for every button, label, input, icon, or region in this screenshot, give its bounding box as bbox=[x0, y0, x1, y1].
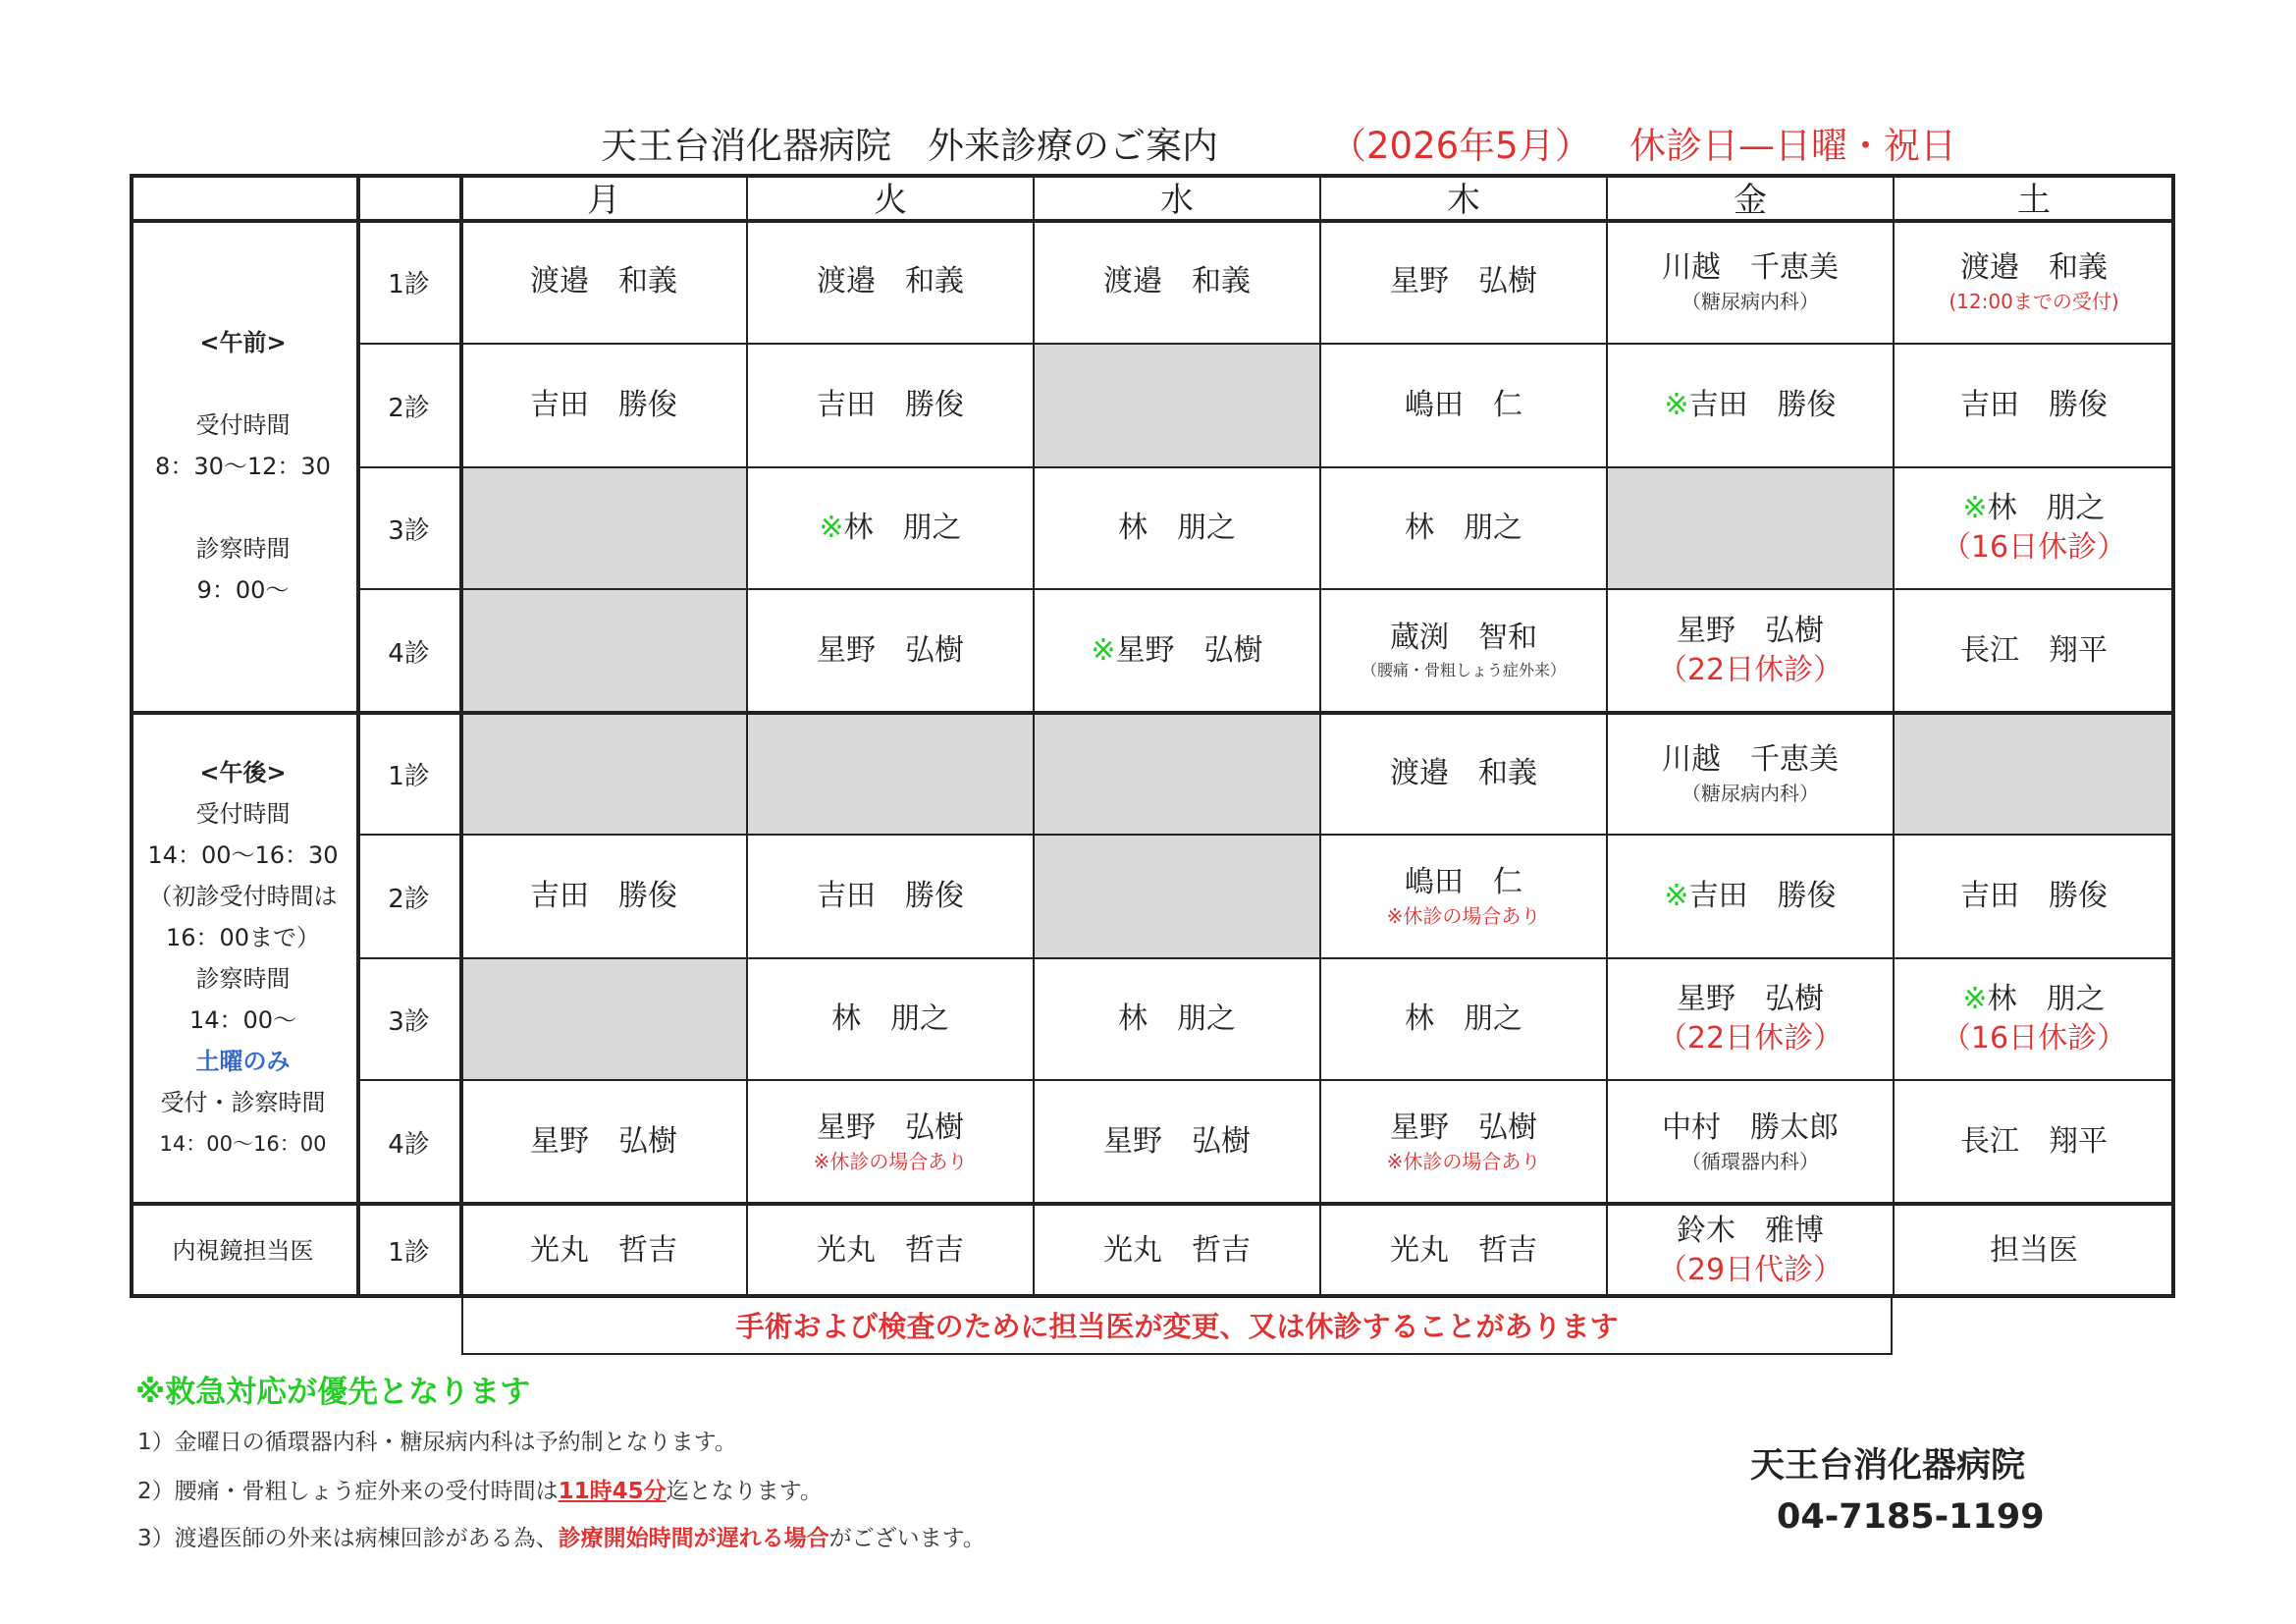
doctor-name-line bbox=[1390, 754, 1537, 793]
pm-schedule-cell bbox=[1035, 1081, 1321, 1205]
closed-slot bbox=[1608, 468, 1895, 590]
doctor-note: ※休診の場合あり bbox=[1386, 1150, 1541, 1173]
pm-schedule-cell bbox=[1321, 959, 1608, 1081]
doctor-name: 林 朋之 bbox=[1118, 1001, 1236, 1036]
am-schedule-cell bbox=[748, 468, 1035, 590]
note-3-highlight: 診療開始時間が遅れる場合 bbox=[558, 1526, 829, 1551]
doctor-name-line bbox=[1960, 1122, 2108, 1162]
doctor-name: 林 朋之 bbox=[1405, 511, 1522, 545]
doctor-name-line bbox=[1390, 1109, 1537, 1148]
doctor-name-line bbox=[1405, 509, 1522, 548]
am-reception-label: 受付時間 bbox=[195, 411, 291, 439]
doctor-name: 光丸 哲吉 bbox=[817, 1232, 964, 1268]
am-schedule-cell bbox=[1608, 590, 1895, 714]
slot-label: 1診 bbox=[388, 761, 430, 791]
doctor-name-line bbox=[1390, 619, 1537, 658]
doctor-name-line bbox=[1405, 1000, 1522, 1039]
spacer bbox=[240, 487, 247, 528]
doctor-name: 吉田 勝俊 bbox=[817, 879, 964, 913]
pm-slot-label bbox=[358, 959, 461, 1081]
doctor-name: 光丸 哲吉 bbox=[1390, 1232, 1537, 1268]
endoscopy-cell bbox=[748, 1205, 1035, 1298]
doctor-name-line bbox=[1405, 386, 1522, 425]
doctor-name-line bbox=[1677, 612, 1824, 651]
closed-slot bbox=[748, 714, 1035, 836]
doctor-name: 渡邉 和義 bbox=[817, 264, 964, 298]
doctor-name-line bbox=[1960, 248, 2108, 288]
slot-label: 4診 bbox=[388, 1129, 430, 1160]
doctor-note: ※休診の場合あり bbox=[813, 1150, 968, 1173]
doctor-name-line bbox=[1405, 863, 1522, 902]
mark-symbol: ※ bbox=[819, 511, 844, 545]
doctor-department: （腰痛・骨粗しょう症外来） bbox=[1361, 661, 1566, 679]
doctor-name-line bbox=[1103, 262, 1251, 301]
pm-schedule-cell bbox=[748, 836, 1035, 959]
thick-divider bbox=[130, 1202, 2175, 1206]
note-3-text-end: がございます。 bbox=[828, 1526, 986, 1551]
doctor-name-line bbox=[1677, 1212, 1824, 1251]
slot-label: 3診 bbox=[388, 1006, 430, 1037]
day-header-5 bbox=[1895, 174, 2175, 221]
closed-day-note: （22日休診） bbox=[1657, 1021, 1843, 1056]
am-schedule-cell bbox=[1895, 221, 2175, 345]
doctor-name: 嶋田 仁 bbox=[1405, 388, 1522, 422]
am-schedule-cell bbox=[1321, 468, 1608, 590]
am-schedule-cell bbox=[1321, 590, 1608, 714]
doctor-name: 渡邉 和義 bbox=[1390, 756, 1537, 790]
closed-slot bbox=[461, 468, 748, 590]
doctor-name-line bbox=[1677, 980, 1824, 1019]
pm-schedule-cell bbox=[1895, 959, 2175, 1081]
doctor-department: （糖尿病内科） bbox=[1682, 290, 1819, 313]
doctor-name: 星野 弘樹 bbox=[1103, 1124, 1251, 1159]
pm-schedule-cell bbox=[1035, 959, 1321, 1081]
pm-schedule-cell bbox=[1321, 1081, 1608, 1205]
doctor-name-line bbox=[1103, 1231, 1251, 1271]
doctor-name-line bbox=[1962, 489, 2105, 528]
pm-schedule-cell bbox=[1895, 1081, 2175, 1205]
doctor-name-line bbox=[819, 509, 961, 548]
am-schedule-cell bbox=[461, 221, 748, 345]
pm-schedule-cell bbox=[1608, 959, 1895, 1081]
am-schedule-cell bbox=[1608, 221, 1895, 345]
doctor-name: 川越 千恵美 bbox=[1662, 742, 1839, 777]
pm-schedule-cell bbox=[1895, 836, 2175, 959]
pm-first-visit-2: 16：00まで） bbox=[165, 924, 321, 951]
pm-saturday-label: 受付・診察時間 bbox=[160, 1089, 326, 1116]
doctor-name: 吉田 勝俊 bbox=[1688, 879, 1837, 913]
doctor-name: 星野 弘樹 bbox=[1390, 264, 1537, 298]
doctor-name: 星野 弘樹 bbox=[1390, 1110, 1537, 1145]
pm-saturday-only: 土曜のみ bbox=[195, 1048, 291, 1075]
doctor-name: 林 朋之 bbox=[831, 1001, 949, 1036]
closed-day-note: （29日代診） bbox=[1657, 1252, 1843, 1287]
day-header-0 bbox=[461, 174, 748, 221]
doctor-name-line bbox=[1390, 262, 1537, 301]
am-schedule-cell bbox=[1321, 345, 1608, 468]
pm-schedule-cell bbox=[748, 959, 1035, 1081]
endoscopy-cell bbox=[1608, 1205, 1895, 1298]
doctor-name: 吉田 勝俊 bbox=[1688, 388, 1837, 422]
closed-slot bbox=[1035, 836, 1321, 959]
note-2-text-end: 迄となります。 bbox=[666, 1479, 823, 1504]
closed-day-note: （16日休診） bbox=[1941, 1021, 2127, 1056]
pm-reception-label: 受付時間 bbox=[195, 800, 291, 828]
am-schedule-cell bbox=[748, 590, 1035, 714]
doctor-name-line bbox=[1103, 1122, 1251, 1162]
closed-slot bbox=[461, 714, 748, 836]
doctor-name-line bbox=[1960, 877, 2108, 916]
pm-slot-label bbox=[358, 714, 461, 836]
doctor-name-line bbox=[1662, 1109, 1839, 1148]
mark-symbol: ※ bbox=[1664, 879, 1689, 913]
slot-label: 1診 bbox=[388, 1238, 430, 1268]
am-schedule-cell bbox=[1608, 345, 1895, 468]
day-header-2 bbox=[1035, 174, 1321, 221]
pm-slot-label bbox=[358, 1081, 461, 1205]
day-header-label: 火 bbox=[874, 180, 907, 220]
am-schedule-cell bbox=[748, 345, 1035, 468]
doctor-name-line bbox=[1390, 1231, 1537, 1271]
pm-schedule-cell bbox=[461, 836, 748, 959]
doctor-name-line bbox=[530, 877, 677, 916]
endoscopy-slot-cell bbox=[358, 1205, 461, 1298]
doctor-department: （循環器内科） bbox=[1682, 1150, 1819, 1173]
slot-label: 2診 bbox=[388, 393, 430, 423]
pm-schedule-cell bbox=[1608, 836, 1895, 959]
thick-divider bbox=[130, 711, 2175, 715]
note-2-text: 2）腰痛・骨粗しょう症外来の受付時間は bbox=[137, 1479, 559, 1504]
pm-schedule-cell bbox=[748, 1081, 1035, 1205]
doctor-name-line bbox=[817, 1109, 964, 1148]
endoscopy-label: 内視鏡担当医 bbox=[172, 1236, 314, 1265]
doctor-name: 担当医 bbox=[1990, 1232, 2078, 1268]
am-schedule-cell bbox=[1035, 590, 1321, 714]
closed-slot bbox=[1035, 345, 1321, 468]
doctor-name: 林 朋之 bbox=[843, 511, 962, 545]
am-exam-time: 9：00～ bbox=[196, 576, 290, 604]
doctor-name: 林 朋之 bbox=[1987, 982, 2106, 1016]
doctor-name-line bbox=[530, 386, 677, 425]
day-header-label: 水 bbox=[1160, 180, 1194, 220]
note-3-text: 3）渡邉医師の外来は病棟回診がある為、 bbox=[137, 1526, 559, 1551]
am-reception-time: 8：30～12：30 bbox=[155, 453, 331, 480]
doctor-name: 吉田 勝俊 bbox=[817, 388, 964, 422]
pm-label: <午後> bbox=[199, 759, 287, 786]
am-slot-label bbox=[358, 345, 461, 468]
day-header-label: 土 bbox=[2017, 180, 2051, 220]
pm-exam-label: 診察時間 bbox=[195, 965, 291, 993]
day-header-label: 金 bbox=[1734, 180, 1767, 220]
doctor-name-line bbox=[530, 1122, 677, 1162]
doctor-name-line bbox=[817, 631, 964, 671]
doctor-name-line bbox=[1960, 631, 2108, 671]
doctor-name-line bbox=[817, 1231, 964, 1271]
am-exam-label: 診察時間 bbox=[195, 535, 291, 563]
endoscopy-cell bbox=[1035, 1205, 1321, 1298]
thick-divider bbox=[130, 219, 2175, 223]
hospital-name: 天王台消化器病院 bbox=[1750, 1446, 2026, 1486]
mark-symbol: ※ bbox=[1664, 388, 1689, 422]
day-header-1 bbox=[748, 174, 1035, 221]
doctor-name-line bbox=[1118, 509, 1236, 548]
note-2-highlight: 11時45分 bbox=[558, 1479, 667, 1504]
note-3 bbox=[137, 1520, 986, 1552]
doctor-name: 林 朋之 bbox=[1405, 1001, 1522, 1036]
doctor-name-line bbox=[817, 262, 964, 301]
pm-side-panel bbox=[130, 714, 358, 1205]
doctor-name-line bbox=[1091, 631, 1262, 671]
doctor-name-line bbox=[1962, 980, 2105, 1019]
pm-saturday-time: 14：00～16：00 bbox=[159, 1132, 327, 1156]
title-closed-days: 休診日—日曜・祝日 bbox=[1629, 125, 1956, 167]
am-schedule-cell bbox=[748, 221, 1035, 345]
pm-slot-label bbox=[358, 836, 461, 959]
doctor-name: 林 朋之 bbox=[1987, 491, 2106, 525]
pm-schedule-cell bbox=[1321, 836, 1608, 959]
doctor-name: 星野 弘樹 bbox=[817, 1110, 964, 1145]
thick-divider bbox=[459, 174, 463, 1298]
doctor-name-line bbox=[530, 262, 677, 301]
mark-symbol: ※ bbox=[1962, 491, 1988, 525]
slot-label: 1診 bbox=[388, 269, 430, 299]
title-main: 天王台消化器病院 外来診療のご案内 bbox=[601, 125, 1218, 167]
doctor-name: 渡邉 和義 bbox=[530, 264, 677, 298]
doctor-name-line bbox=[831, 1000, 949, 1039]
doctor-name-line bbox=[1664, 386, 1836, 425]
header-blank-1 bbox=[130, 174, 358, 221]
closed-day-note: （22日休診） bbox=[1657, 653, 1843, 687]
endoscopy-cell bbox=[461, 1205, 748, 1298]
doctor-name: 嶋田 仁 bbox=[1405, 865, 1522, 899]
am-schedule-cell bbox=[1895, 345, 2175, 468]
doctor-name: 吉田 勝俊 bbox=[530, 879, 677, 913]
pm-schedule-cell bbox=[461, 1081, 748, 1205]
doctor-name: 光丸 哲吉 bbox=[530, 1232, 677, 1268]
spacer bbox=[240, 363, 247, 405]
mark-symbol: ※ bbox=[1962, 982, 1988, 1016]
doctor-name: 光丸 哲吉 bbox=[1103, 1232, 1251, 1268]
note-1-text: 1）金曜日の循環器内科・糖尿病内科は予約制となります。 bbox=[137, 1430, 737, 1455]
doctor-name-line bbox=[817, 386, 964, 425]
doctor-name: 渡邉 和義 bbox=[1960, 250, 2108, 285]
schedule-table bbox=[130, 174, 2175, 1298]
header-blank-2 bbox=[358, 174, 461, 221]
am-slot-label bbox=[358, 590, 461, 714]
pm-exam-time: 14：00～ bbox=[188, 1006, 297, 1034]
doctor-name: 吉田 勝俊 bbox=[1960, 388, 2108, 422]
doctor-name-line bbox=[1662, 740, 1839, 780]
pm-schedule-cell bbox=[1608, 714, 1895, 836]
doctor-name-line bbox=[530, 1231, 677, 1271]
day-header-3 bbox=[1321, 174, 1608, 221]
am-slot-label bbox=[358, 468, 461, 590]
closed-slot bbox=[461, 590, 748, 714]
doctor-note: ※休診の場合あり bbox=[1386, 904, 1541, 928]
doctor-name: 鈴木 雅博 bbox=[1677, 1213, 1824, 1248]
closed-day-note: （16日休診） bbox=[1941, 530, 2127, 565]
pm-first-visit-1: （初診受付時間は bbox=[148, 883, 338, 910]
doctor-name-line bbox=[1118, 1000, 1236, 1039]
closed-slot bbox=[461, 959, 748, 1081]
endoscopy-label-cell bbox=[130, 1205, 358, 1298]
notice-banner: 手術および検査のために担当医が変更、又は休診することがあります bbox=[461, 1296, 1893, 1355]
am-schedule-cell bbox=[1895, 590, 2175, 714]
thick-divider bbox=[356, 174, 360, 1298]
doctor-name: 長江 翔平 bbox=[1960, 633, 2108, 668]
doctor-department: （糖尿病内科） bbox=[1682, 782, 1819, 805]
doctor-name-line bbox=[1990, 1231, 2078, 1271]
day-header-label: 月 bbox=[587, 180, 620, 220]
slot-label: 4診 bbox=[388, 638, 430, 669]
am-label: <午前> bbox=[199, 329, 287, 356]
am-schedule-cell bbox=[1895, 468, 2175, 590]
slot-label: 2診 bbox=[388, 884, 430, 914]
doctor-name: 渡邉 和義 bbox=[1103, 264, 1251, 298]
slot-label: 3診 bbox=[388, 515, 430, 546]
page-title bbox=[0, 116, 2296, 177]
closed-slot bbox=[1035, 714, 1321, 836]
mark-symbol: ※ bbox=[1091, 633, 1116, 668]
doctor-name: 吉田 勝俊 bbox=[1960, 879, 2108, 913]
doctor-name: 星野 弘樹 bbox=[1115, 633, 1263, 668]
am-schedule-cell bbox=[461, 345, 748, 468]
am-schedule-cell bbox=[1035, 221, 1321, 345]
doctor-name: 蔵渕 智和 bbox=[1390, 621, 1537, 655]
pm-reception-time: 14：00～16：30 bbox=[147, 841, 339, 869]
day-header-label: 木 bbox=[1447, 180, 1480, 220]
doctor-name-line bbox=[1662, 248, 1839, 288]
am-side-panel bbox=[130, 221, 358, 714]
doctor-name: 長江 翔平 bbox=[1960, 1124, 2108, 1159]
note-2 bbox=[137, 1473, 823, 1505]
doctor-name: 星野 弘樹 bbox=[817, 633, 964, 668]
doctor-name-line bbox=[1664, 877, 1836, 916]
endoscopy-cell bbox=[1895, 1205, 2175, 1298]
day-header-4 bbox=[1608, 174, 1895, 221]
doctor-name: 林 朋之 bbox=[1118, 511, 1236, 545]
pm-schedule-cell bbox=[1321, 714, 1608, 836]
closed-slot bbox=[1895, 714, 2175, 836]
am-slot-label bbox=[358, 221, 461, 345]
doctor-name: 星野 弘樹 bbox=[1677, 614, 1824, 648]
doctor-name: 中村 勝太郎 bbox=[1662, 1110, 1839, 1145]
hospital-phone: 04-7185-1199 bbox=[1777, 1497, 2045, 1537]
emergency-note: ※救急対応が優先となります bbox=[135, 1375, 531, 1410]
am-schedule-cell bbox=[1035, 468, 1321, 590]
am-schedule-cell bbox=[1321, 221, 1608, 345]
doctor-name: 川越 千恵美 bbox=[1662, 250, 1839, 285]
doctor-name-line bbox=[1960, 386, 2108, 425]
doctor-note: (12:00までの受付) bbox=[1949, 290, 2119, 313]
title-month: （2026年5月） bbox=[1330, 125, 1591, 167]
pm-schedule-cell bbox=[1608, 1081, 1895, 1205]
endoscopy-cell bbox=[1321, 1205, 1608, 1298]
doctor-name-line bbox=[817, 877, 964, 916]
note-1 bbox=[137, 1424, 737, 1456]
doctor-name: 星野 弘樹 bbox=[530, 1124, 677, 1159]
doctor-name: 吉田 勝俊 bbox=[530, 388, 677, 422]
doctor-name: 星野 弘樹 bbox=[1677, 982, 1824, 1016]
